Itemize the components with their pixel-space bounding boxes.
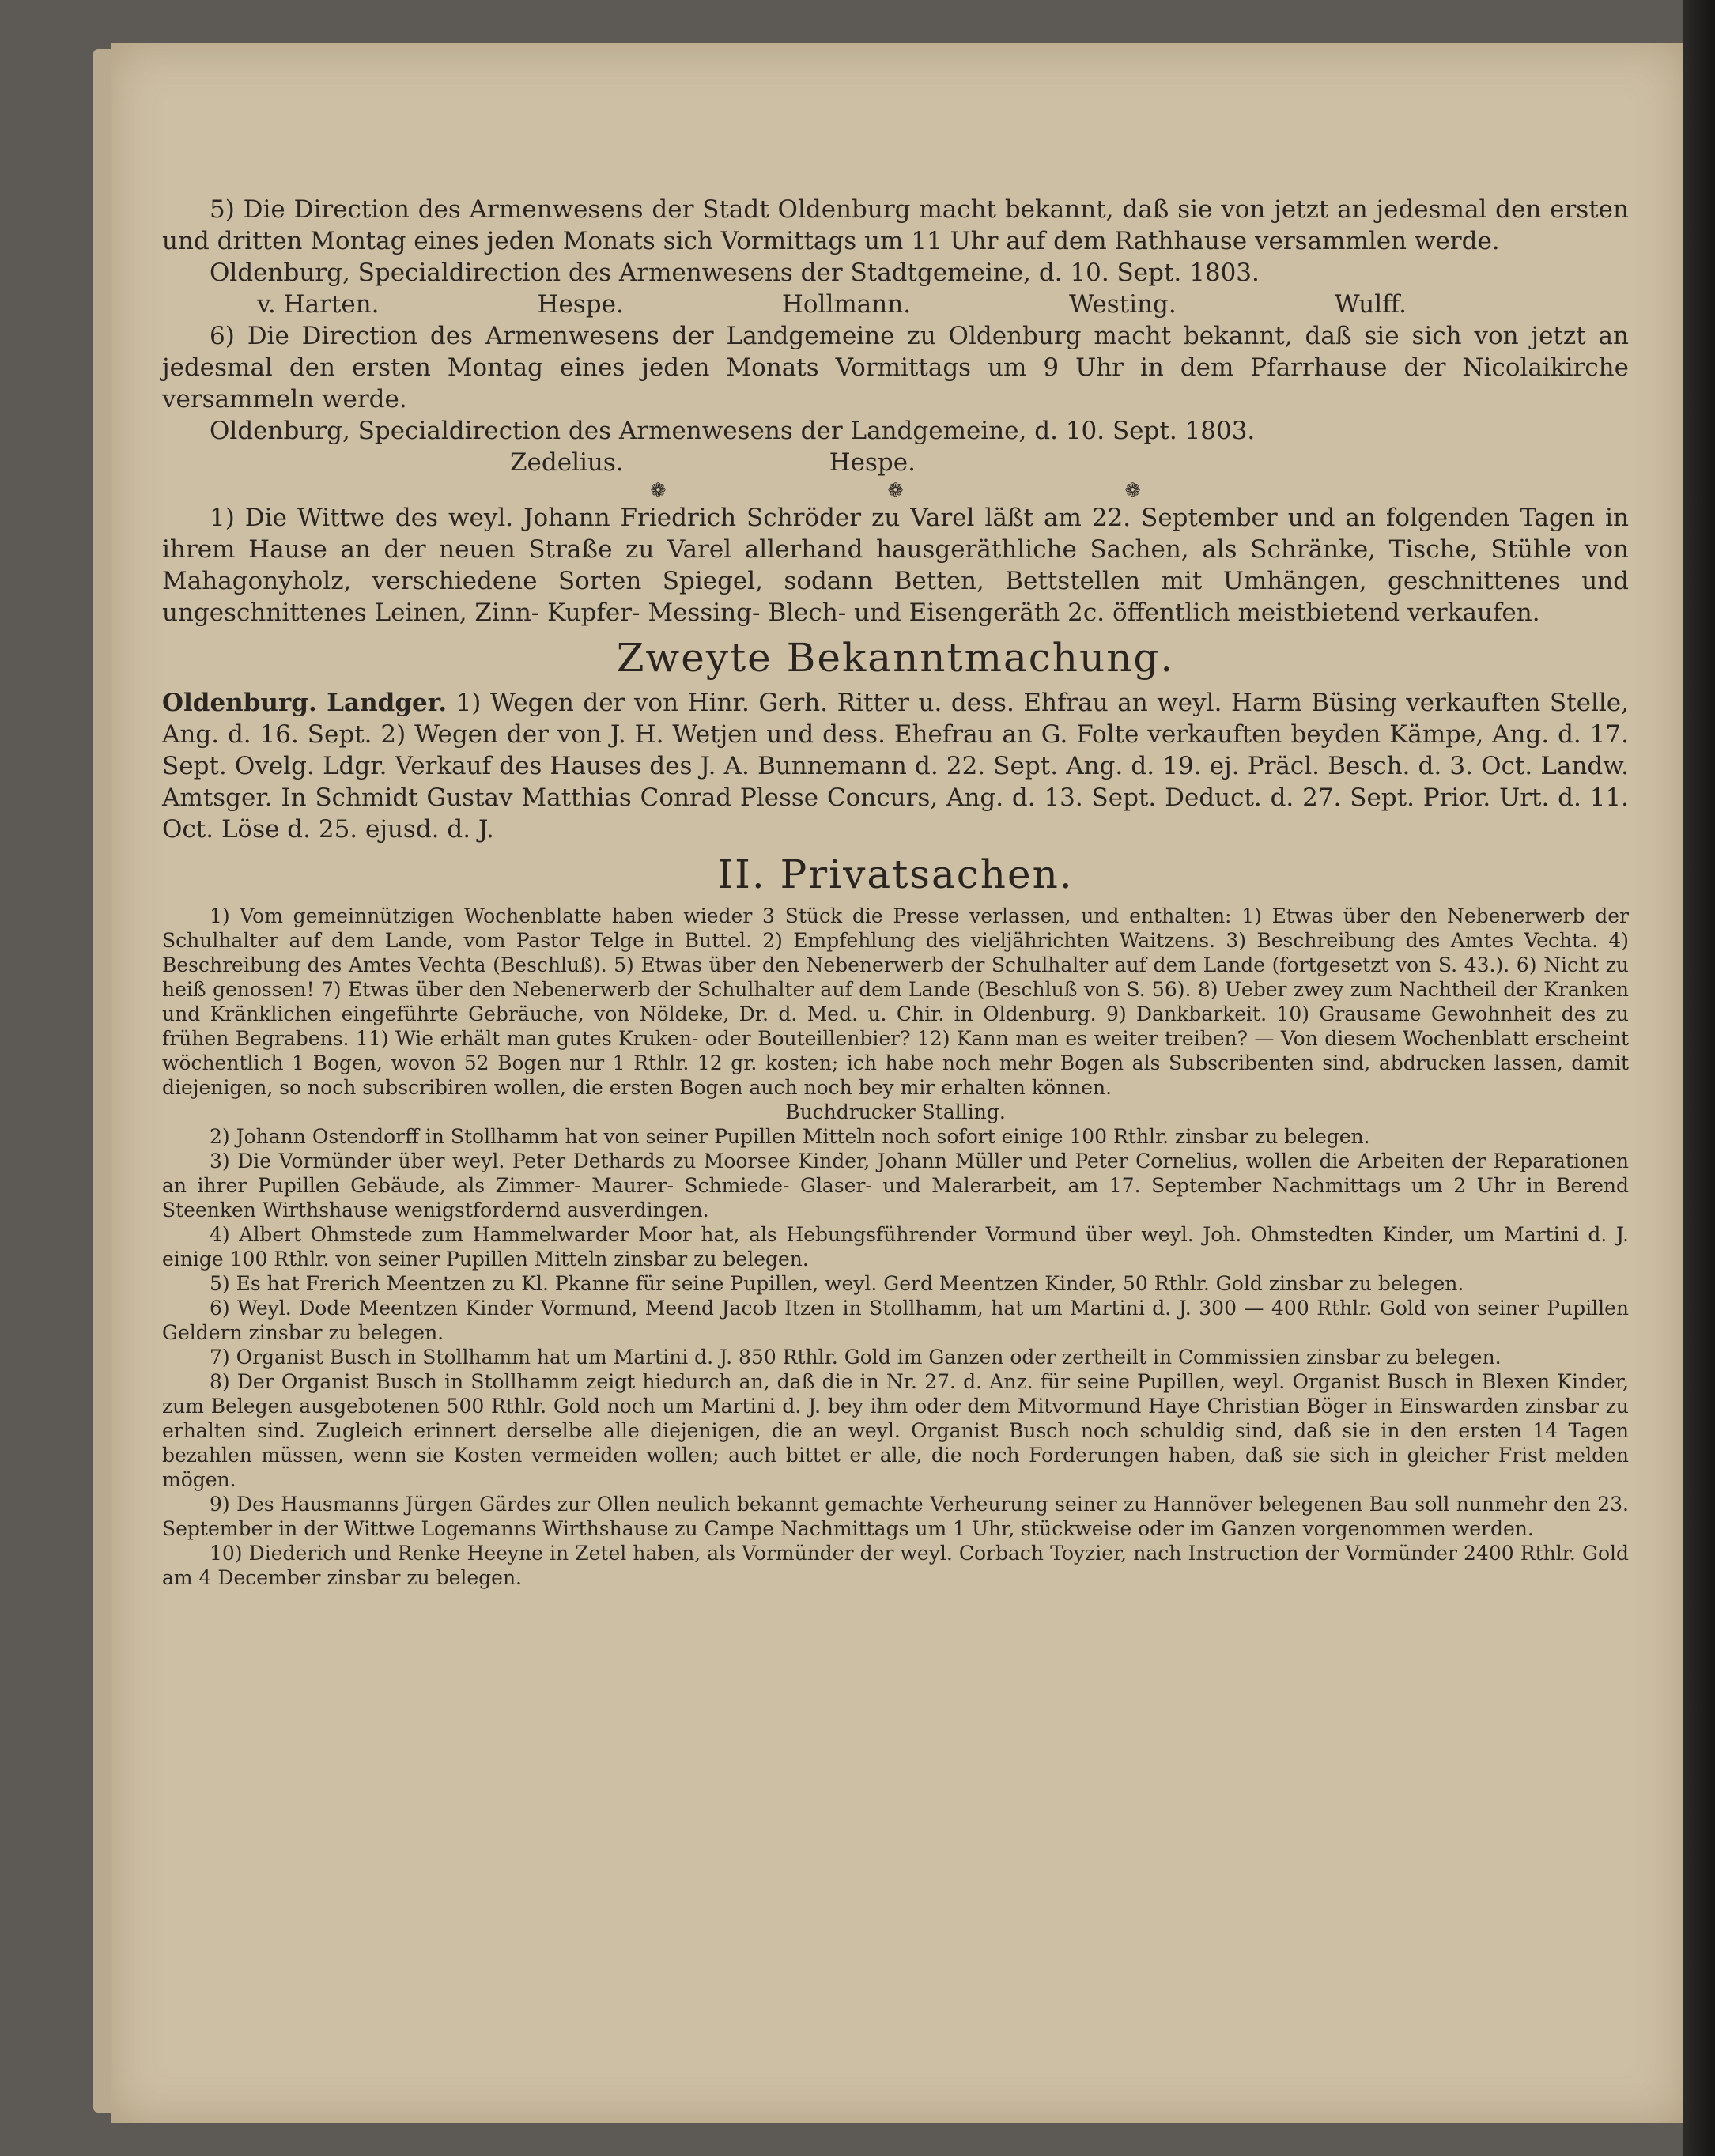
private-item-3: 3) Die Vormünder über weyl. Peter Dethards zu Moorsee Kinder, Johann Müller und Peter Cornelius, wollen die Arbeiten der Reparationen an ihrer Pupillen Gebäude, als Zimmer- Maurer- Schmiede- Glaser- und Malerarbeit, am 17. September Nachmittags um 2 Uhr in Berend Steenken Wirthshause wenigstfordernd ausverdingen.	[162, 1150, 1629, 1221]
private-item-6: 6) Weyl. Dode Meentzen Kinder Vormund, Meend Jacob Itzen in Stollhamm, hat um Martini d. J. 300 — 400 Rthlr. Gold von seiner Pupillen Geldern zinsbar zu belegen.	[162, 1297, 1629, 1344]
private-item-1-signer: Buchdrucker Stalling.	[785, 1101, 1006, 1123]
page-content	[162, 194, 1629, 1590]
ornament-icon: ❁	[887, 479, 904, 501]
ornament-icon: ❁	[1124, 479, 1141, 501]
private-item-4: 4) Albert Ohmstede zum Hammelwarder Moor hat, als Hebungsführender Vormund über weyl. Joh. Ohmstedten Kinder, um Martini d. J. einige 100 Rthlr. von seiner Pupillen Mitteln zinsbar zu belegen.	[162, 1223, 1629, 1271]
signer: Zedelius.	[510, 448, 624, 477]
notice-item-6-place: Oldenburg, Specialdirection des Armenwesens der Landgemeine, d. 10. Sept. 1803.	[210, 417, 1256, 445]
sale-notice: 1) Die Wittwe des weyl. Johann Friedrich Schröder zu Varel läßt am 22. September und an folgenden Tagen in ihrem Hause an der neuen Straße zu Varel allerhand hausgeräthliche Sachen, als Schränke, Tische, Stühle von Mahagonyholz, verschiedene Sorten Spiegel, sodann Betten, Bettstellen mit Umhängen, geschnittenes und ungeschnittenes Leinen, Zinn- Kupfer- Messing- Blech- und Eisengeräth 2c. öffentlich meistbietend verkaufen.	[162, 504, 1629, 627]
court-label: Oldenburg. Landger.	[162, 689, 448, 717]
private-section	[162, 904, 1629, 1590]
notice-item-5-place: Oldenburg, Specialdirection des Armenwesens der Stadtgemeine, d. 10. Sept. 1803.	[210, 259, 1260, 287]
signer: v. Harten.	[257, 290, 380, 319]
binding-edge	[1683, 0, 1715, 2156]
private-item-7: 7) Organist Busch in Stollhamm hat um Martini d. J. 850 Rthlr. Gold im Ganzen oder zertheilt in Commissien zinsbar zu belegen.	[210, 1346, 1502, 1369]
notice-item-6: 6) Die Direction des Armenwesens der Landgemeine zu Oldenburg macht bekannt, daß sie sich von jetzt an jedesmal den ersten Montag eines jeden Monats Vormittags um 9 Uhr in dem Pfarrhause der Nicolaikirche versammeln werde.	[162, 322, 1629, 413]
notice-item-6-signers	[162, 447, 1629, 478]
private-item-10: 10) Diederich und Renke Heeyne in Zetel haben, als Vormünder der weyl. Corbach Toyzier, nach Instruction der Vormünder 2400 Rthlr. Gold am 4 December zinsbar zu belegen.	[162, 1542, 1629, 1589]
ornament-icon: ❁	[650, 479, 667, 501]
private-item-2: 2) Johann Ostendorff in Stollhamm hat von seiner Pupillen Mitteln noch sofort einige 100 Rthlr. zinsbar zu belegen.	[210, 1125, 1370, 1148]
private-item-5: 5) Es hat Frerich Meentzen zu Kl. Pkanne für seine Pupillen, weyl. Gerd Meentzen Kinder, 50 Rthlr. Gold zinsbar zu belegen.	[210, 1272, 1464, 1295]
second-notice-text	[162, 687, 1629, 845]
signer: Westing.	[1069, 290, 1177, 319]
signer: Hollmann.	[781, 290, 912, 319]
private-item-1: 1) Vom gemeinnützigen Wochenblatte haben wieder 3 Stück die Presse verlassen, und enthalten: 1) Etwas über den Nebenerwerb der Schulhalter auf dem Lande, vom Pastor Telge in Buttel. 2) Empfehlung des vieljährichten Waitzens. 3) Beschreibung des Amtes Vechta. 4) Beschreibung des Amtes Vechta (Beschluß). 5) Etwas über den Nebenerwerb der Schulhalter auf dem Lande (fortgesetzt von S. 43.). 6) Nicht zu heiß genossen! 7) Etwas über den Nebenerwerb der Schulhalter auf dem Lande (Beschluß von S. 56). 8) Ueber zwey zum Nachtheil der Kranken und Kränklichen eingeführte Gebräuche, von Nöldeke, Dr. d. Med. u. Chir. in Oldenburg. 9) Dankbarkeit. 10) Grausame Gewohnheit des zu frühen Begrabens. 11) Wie erhält man gutes Kruken- oder Bouteillenbier? 12) Kann man es weiter treiben? — Von diesem Wochenblatt erscheint wöchentlich 1 Bogen, wovon 52 Bogen nur 1 Rthlr. 12 gr. kosten; ich habe noch mehr Bogen als Subscribenten sind, abdrucken lassen, damit diejenigen, so noch subscribiren wollen, die ersten Bogen auch noch bey mir erhalten können.	[162, 904, 1629, 1099]
private-heading: II. Privatsachen.	[717, 851, 1074, 897]
ornament-row	[162, 478, 1629, 502]
signer: Wulff.	[1334, 290, 1407, 319]
signer: Hespe.	[829, 448, 916, 477]
notice-item-5: 5) Die Direction des Armenwesens der Stadt Oldenburg macht bekannt, daß sie von jetzt an jedesmal den ersten und dritten Montag eines jeden Monats sich Vormittags um 11 Uhr auf dem Rathhause versammlen werde.	[162, 195, 1629, 255]
notice-item-5-signers	[162, 289, 1629, 320]
second-notice-heading: Zweyte Bekanntmachung.	[616, 635, 1175, 681]
private-item-8: 8) Der Organist Busch in Stollhamm zeigt hiedurch an, daß die in Nr. 27. d. Anz. für seine Pupillen, weyl. Organist Busch in Blexen Kinder, zum Belegen ausgebotenen 500 Rthlr. Gold noch um Martini d. J. bey ihm oder dem Mitvormund Haye Christian Böger in Einswarden zinsbar zu erhalten sind. Zugleich erinnert derselbe alle diejenigen, die an weyl. Organist Busch noch schuldig sind, daß sie in den ersten 14 Tagen bezahlen müssen, wenn sie Kosten vermeiden wollen; auch bittet er alle, die noch Forderungen haben, daß sie sich in gleicher Frist melden mögen.	[162, 1370, 1629, 1491]
private-item-9: 9) Des Hausmanns Jürgen Gärdes zur Ollen neulich bekannt gemachte Verheurung seiner zu Hannöver belegenen Bau soll nunmehr den 23. September in der Wittwe Logemanns Wirthshause zu Campe Nachmittags um 1 Uhr, stückweise oder im Ganzen vorgenommen werden.	[162, 1493, 1629, 1540]
second-notice-body: 1) Wegen der von Hinr. Gerh. Ritter u. dess. Ehfrau an weyl. Harm Büsing verkauften Stelle, Ang. d. 16. Sept. 2) Wegen der von J. H. Wetjen und dess. Ehefrau an G. Folte verkauften beyden Kämpe, Ang. d. 17. Sept. Ovelg. Ldgr. Verkauf des Hauses des J. A. Bunnemann d. 22. Sept. Ang. d. 19. ej. Präcl. Besch. d. 3. Oct. Landw. Amtsger. In Schmidt Gustav Matthias Conrad Plesse Concurs, Ang. d. 13. Sept. Deduct. d. 27. Sept. Prior. Urt. d. 11. Oct. Löse d. 25. ejusd. d. J.	[162, 689, 1629, 844]
signer: Hespe.	[537, 290, 624, 319]
